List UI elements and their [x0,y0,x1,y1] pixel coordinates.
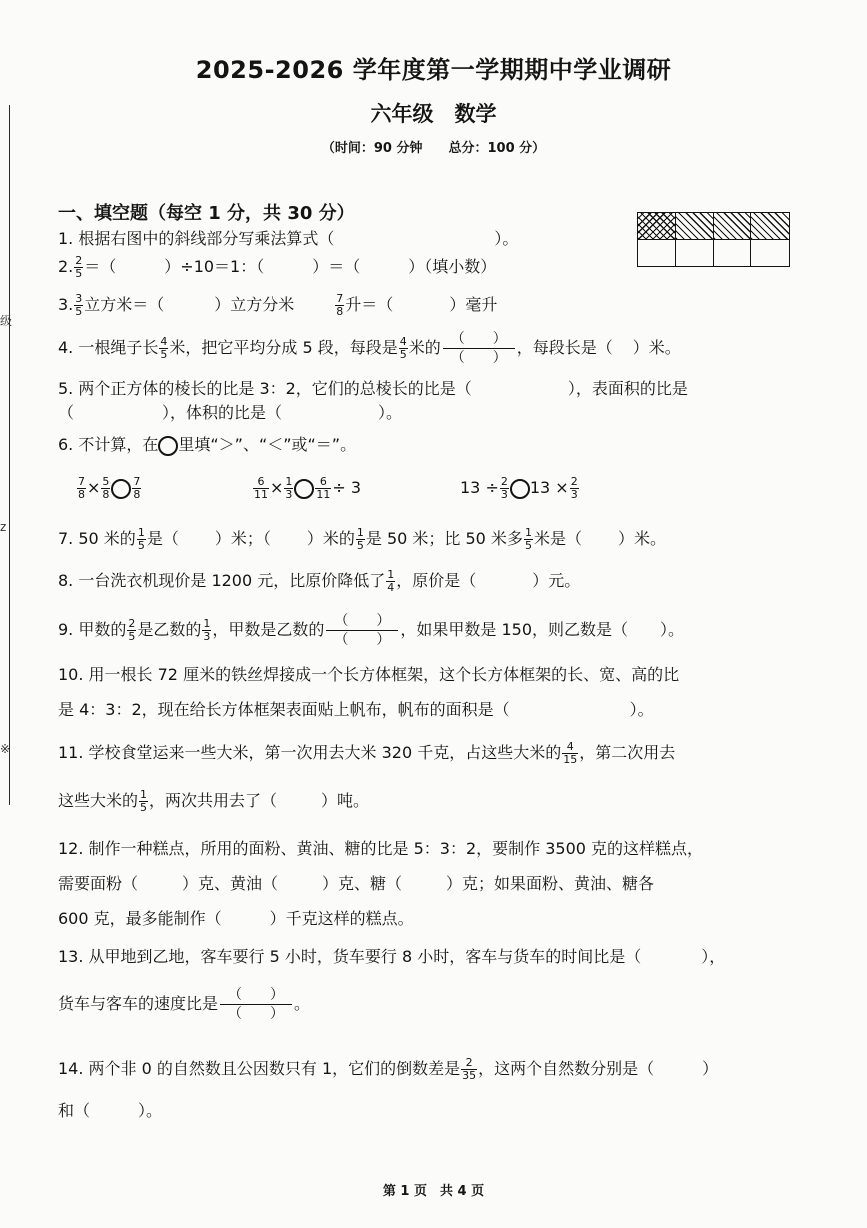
fraction: $\frac{4}{5}$ [399,335,407,361]
fraction: $\frac{1}{5}$ [140,788,148,814]
fraction: $\frac{2}{3}$ [570,475,578,501]
question-5-line-1: 5. 两个正方体的棱长的比是 3：2，它们的总棱长的比是（ ），表面积的比是 [58,379,688,398]
comparison-circle-icon[interactable] [111,479,131,499]
grid-cell-hatched [714,213,752,240]
question-4: 4. 一根绳子长 $\frac{4}{5}$ 米，把它平均分成 5 段，每段是 $\frac{4}{5}$ 米的 （ ） （ ） ，每段长是（ ）米。 [58,331,681,366]
question-7: 7. 50 米的 $\frac{1}{5}$ 是（ ）米；（ ）米的 $\frac{1}{5}$ 是 50 米；比 50 米多 $\frac{1}{5}$ 米是（ ）米。 [58,526,666,552]
question-11-line-2: 这些大米的 $\frac{1}{5}$ ，两次共用去了（ ）吨。 [58,788,370,814]
page-number: 第 1 页 共 4 页 [382,1184,485,1199]
question-2: 2. $\frac{2}{5}$ ＝（ ）÷10＝1：（ ）＝（ ）（填小数） [58,254,497,280]
fraction: $\frac{1}{3}$ [203,617,211,643]
grid-cell-crosshatched [638,213,676,240]
question-1: 1. 根据右图中的斜线部分写乘法算式（ ）。 [58,229,519,248]
question-10-line-2: 是 4：3：2，现在给长方体框架表面贴上帆布，帆布的面积是（ ）。 [58,700,654,719]
fraction: $\frac{3}{5}$ [75,292,83,318]
fraction: $\frac{4}{5}$ [160,335,168,361]
fraction: $\frac{1}{5}$ [356,526,364,552]
exam-title: 2025-2026 学年度第一学期期中学业调研 [195,56,672,84]
question-8: 8. 一台洗衣机现价是 1200 元，比原价降低了 $\frac{1}{4}$ ，原价是（ ）元。 [58,568,581,594]
fraction: $\frac{1}{3}$ [285,475,293,501]
fraction: $\frac{7}{8}$ [336,292,344,318]
fraction: $\frac{7}{8}$ [78,475,85,501]
margin-mark-symbol: ※ [0,742,11,756]
comparison-circle-icon[interactable] [294,479,314,499]
question-10-line-1: 10. 用一根长 72 厘米的铁丝焊接成一个长方体框架，这个长方体框架的长、宽、高的比 [58,665,680,684]
fraction: $\frac{2}{3}$ [500,475,508,501]
fraction: $\frac{1}{5}$ [137,526,145,552]
fraction: $\frac{7}{8}$ [133,475,141,501]
fraction: $\frac{2}{5}$ [128,617,136,643]
fraction: $\frac{2}{35}$ [462,1056,477,1082]
question-12-line-3: 600 克，最多能制作（ ）千克这样的糕点。 [58,909,414,928]
fraction-blank[interactable]: （ ） （ ） [220,986,292,1023]
exam-info: （时间：90 分钟 总分：100 分） [321,141,546,156]
question-12-line-2: 需要面粉（ ）克、黄油（ ）克、糖（ ）克；如果面粉、黄油、糖各 [58,874,655,893]
question-3: 3. $\frac{3}{5}$ 立方米＝（ ）立方分米 $\frac{7}{8}$ 升＝（ ）毫升 [58,292,498,318]
comparison-circle-icon[interactable] [510,479,530,499]
grid-cell-hatched [751,213,789,240]
grid-cell-hatched [676,213,714,240]
fraction: $\frac{6}{11}$ [254,475,268,501]
comparison-expression-2: $\frac{6}{11}$ × $\frac{1}{3}$ $\frac{6}{11}$ ÷ 3 [254,475,362,501]
question-13-line-1: 13. 从甲地到乙地，客车要行 5 小时，货车要行 8 小时，客车与货车的时间比是（ ）， [58,947,726,966]
question-14-line-2: 和（ ）。 [58,1101,163,1120]
fraction-blank[interactable]: （ ） （ ） [443,330,515,367]
fraction: $\frac{5}{8}$ [102,475,110,501]
comparison-expression-1: $\frac{7}{8}$ × $\frac{5}{8}$ $\frac{7}{8}$ [78,475,141,501]
fraction: $\frac{1}{5}$ [524,526,532,552]
fraction: $\frac{1}{4}$ [387,568,395,594]
question-5-line-2: （ ），体积的比是（ ）。 [58,403,403,422]
fraction-blank[interactable]: （ ） （ ） [326,612,398,649]
grid-cell-empty [676,240,714,267]
exam-subtitle: 六年级 数学 [370,102,497,126]
margin-mark-z: z [0,520,7,534]
section-heading: 一、填空题（每空 1 分，共 30 分） [58,203,355,224]
question-13-line-2: 货车与客车的速度比是 （ ） （ ） 。 [58,987,311,1022]
grid-cell-empty [751,240,789,267]
question-14-line-1: 14. 两个非 0 的自然数且公因数只有 1，它们的倒数差是 $\frac{2}{35}$ ，这两个自然数分别是（ ） [58,1056,719,1082]
binding-margin-line [9,105,10,805]
fraction: $\frac{4}{15}$ [563,740,578,766]
hatched-grid-figure [637,212,790,267]
question-6: 6. 不计算，在 里填“＞”、“＜”或“＝”。 [58,435,357,454]
question-11-line-1: 11. 学校食堂运来一些大米，第一次用去大米 320 千克，占这些大米的 $\frac{4}{15}$ ，第二次用去 [58,740,676,766]
fraction: $\frac{2}{5}$ [75,254,83,280]
comparison-circle-icon [158,436,178,456]
question-12-line-1: 12. 制作一种糕点，所用的面粉、黄油、糖的比是 5：3：2，要制作 3500 克的这样糕点， [58,839,704,858]
fraction: $\frac{6}{11}$ [316,475,331,501]
grid-cell-empty [638,240,676,267]
margin-mark-class: 级 [0,314,13,328]
question-9: 9. 甲数的 $\frac{2}{5}$ 是乙数的 $\frac{1}{3}$ ，甲数是乙数的 （ ） （ ） ，如果甲数是 150，则乙数是（ ）。 [58,613,685,648]
grid-cell-empty [714,240,752,267]
comparison-expression-3: 13 ÷ $\frac{2}{3}$ 13 × $\frac{2}{3}$ [460,475,578,501]
